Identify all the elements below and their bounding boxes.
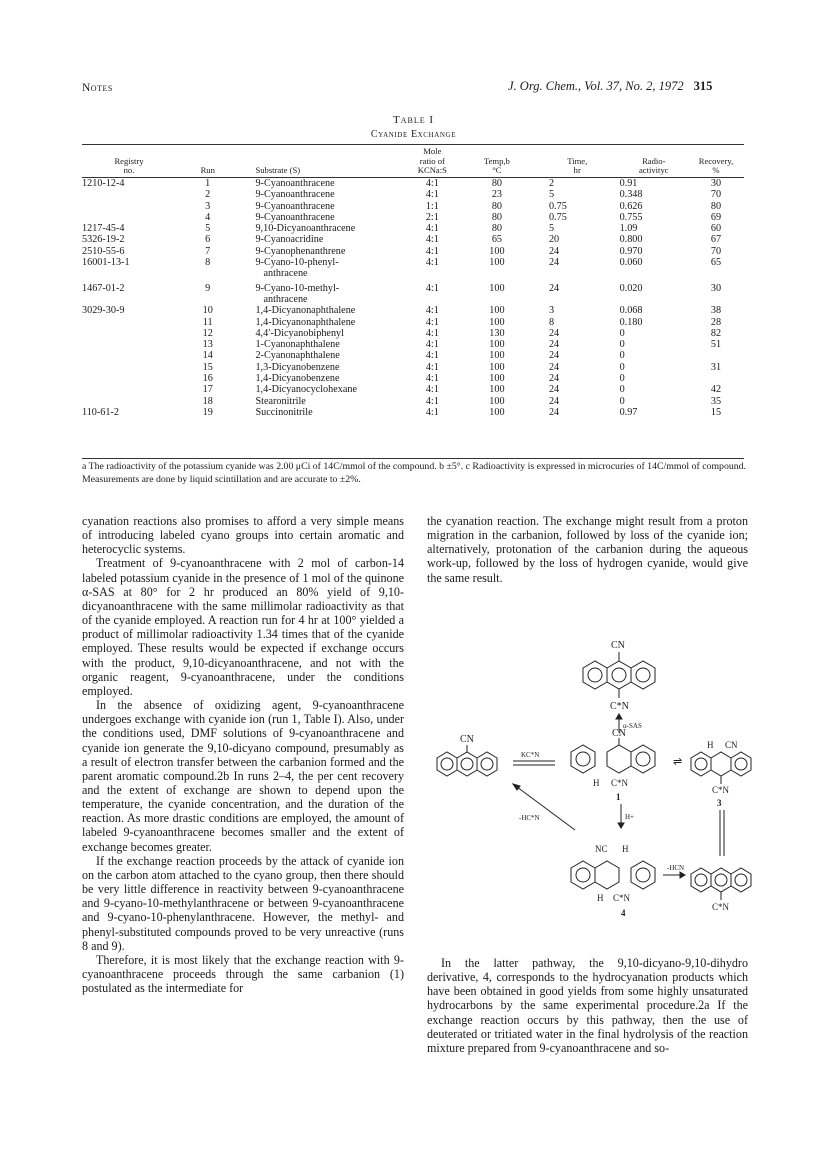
table-subtitle: Cyanide Exchange <box>370 129 457 140</box>
header-registry: Registry no. <box>114 155 144 176</box>
reaction-scheme <box>425 630 755 930</box>
table-row: 3029-30-9 10 1,4-Dicyanonaphthalene 4:1 100 3 0.068 38 <box>82 305 722 317</box>
h-label: H <box>707 740 714 750</box>
cstarn-label: C*N <box>611 778 629 788</box>
paragraph: In the latter pathway, the 9,10-dicyano-9,10-dihydro derivative, 4, corresponds to the hydrocyanation products which have been obtained in good yields from some highly unsaturated hydrocarbons by the same experimental procedure.2a If the exchange reaction occurs by this pathway, then the use of deuterated or tritiated water in the final hydrolysis of the reaction mixture prepared from 9-cyanoanthracene and so- <box>427 956 748 1055</box>
arrow-head <box>618 823 624 828</box>
compound-3-structure <box>691 752 751 784</box>
table-row: 4 9-Cyanoanthracene 2:1 80 0.75 0.755 69 <box>205 211 722 223</box>
paragraph: cyanation reactions also promises to afford a very simple means of introducing labeled cyano groups into certain aromatic and heterocyclic systems. <box>82 514 404 557</box>
labeled-cyanoanthracene-structure <box>691 868 751 900</box>
paragraph: If the exchange reaction proceeds by the attack of cyanide ion on the carbon atom attached to the cyano group, then there should be very little difference in reactivity between 9-cyanoanthracene and 9-cyano-10-methylanthracene or between 9-cyanoanthracene and 9-cyano-10-phenylanthracene. However, the methyl- and phenyl-substituted compounds proved to be very unreactive (runs 8 and 9). <box>82 853 404 953</box>
table-title: Table I <box>392 114 435 126</box>
cn-label: CN <box>725 740 738 750</box>
dicyanoanthracene-structure <box>583 652 655 698</box>
table-row: 12 4,4′-Dicyanobiphenyl 4:1 130 24 0 82 <box>202 327 722 339</box>
carbanion-1-structure <box>571 738 655 773</box>
table-top-rule <box>82 144 744 145</box>
header-run: Run <box>200 165 215 176</box>
h-label: H <box>597 893 604 903</box>
arrow-head <box>513 784 520 790</box>
h-label: H <box>622 844 629 854</box>
paragraph: Therefore, it is most likely that the exchange reaction with 9-cyanoanthracene proceeds through the same carbanion (1) postulated as the intermediate for <box>82 952 404 996</box>
section-header: Notes <box>82 82 113 94</box>
table-row: 17 1,4-Dicyanocyclohexane 4:1 100 24 0 42 <box>202 384 722 396</box>
cn-label: CN <box>612 728 626 739</box>
alpha-sas-label: α-SAS <box>623 722 642 730</box>
cn-label: CN <box>460 734 474 745</box>
cstarn-label: C*N <box>610 701 629 712</box>
header-time: Time, hr <box>567 155 588 176</box>
left-column <box>82 514 404 995</box>
arrow-head <box>680 872 685 878</box>
header-recovery: Recovery, % <box>698 155 734 176</box>
table-body <box>82 178 744 418</box>
table-row: 2510-55-6 7 9-Cyanophenanthrene 4:1 100 24 0.970 70 <box>82 245 722 257</box>
table-row: 1210-12-4 1 9-Cyanoanthracene 4:1 80 2 0.91 30 <box>82 178 722 189</box>
table-row: 13 1-Cyanonaphthalene 4:1 100 24 0 51 <box>202 339 722 351</box>
h-label: H <box>593 778 600 788</box>
header-ratio: Mole ratio of KCNa:S <box>417 146 447 176</box>
compound-4-label: 4 <box>621 908 626 918</box>
cstarn-label: C*N <box>712 902 730 912</box>
minus-hcn-star-label: -HC*N <box>519 814 540 822</box>
equilibrium-symbol: ⇌ <box>673 756 683 768</box>
table-row: 14 2-Cyanonaphthalene 4:1 100 24 0 <box>202 350 625 362</box>
reaction-arrow <box>513 784 575 830</box>
table-row: 16 1,4-Dicyanobenzene 4:1 100 24 0 <box>202 373 625 385</box>
table-row: 18 Stearonitrile 4:1 100 24 0 35 <box>202 395 722 407</box>
table-row: 1467-01-2 9 9-Cyano-10-methyl- anthracene 4:1 100 24 0.020 30 <box>82 282 722 305</box>
page-number: 315 <box>693 79 713 93</box>
h-plus-label: H+ <box>625 813 635 821</box>
nc-label: NC <box>595 844 608 854</box>
table-row: 2 9-Cyanoanthracene 4:1 23 5 0.348 70 <box>205 189 722 201</box>
table-row: 11 1,4-Dicyanonaphthalene 4:1 100 8 0.180 28 <box>202 316 722 328</box>
cyanide-exchange-table <box>82 146 744 418</box>
paragraph: Treatment of 9-cyanoanthracene with 2 mol of carbon-14 labeled potassium cyanide in the presence of 1 mol of the quinone α-SAS at 80° for 2 hr produced an 80% yield of 9,10-dicyanoanthracene with the same millimolar radioactivity as that of the cyanide employed. A reaction run for 4 hr at 100° yielded a product of millimolar radioactivity 1.34 times that of the cyanide employed. These results would be expected if exchange occurs with the product, 9,10-dicyanoanthracene, and not with the organic reagent, 9-cyanoanthracene, under the conditions employed. <box>82 556 404 698</box>
header-temp: Temp,b °C <box>483 155 510 176</box>
journal-citation <box>508 79 712 94</box>
kcn-label: KC*N <box>521 751 540 759</box>
header-substrate: Substrate (S) <box>255 165 301 176</box>
table-row: 110-61-2 19 Succinonitrile 4:1 100 24 0.97 15 <box>82 406 722 418</box>
table-row: 5326-19-2 6 9-Cyanoacridine 4:1 65 20 0.800 67 <box>82 234 722 246</box>
compound-4-structure <box>571 861 655 889</box>
cyanoanthracene-structure <box>437 745 497 776</box>
arrow-head <box>616 714 622 719</box>
paragraph: the cyanation reaction. The exchange might result from a proton migration in the carbanion, followed by loss of the cyanide ion; alternatively, protonation of the carbanion during the aqueous work-up, followed by the loss of hydrogen cyanide, would give the same result. <box>427 514 748 585</box>
table-footnote: a The radioactivity of the potassium cyanide was 2.00 μCi of 14C/mmol of the compound. b ±5°. c Radioactivity is expressed in microcuries of 14C/mmol of compound. Measurements are done by liquid scintillation and are accurate to ±2%. <box>82 461 746 485</box>
right-column-top <box>427 514 748 585</box>
table-row: 16001-13-1 8 9-Cyano-10-phenyl- anthracene 4:1 100 24 0.060 65 <box>82 257 722 280</box>
table-row: 3 9-Cyanoanthracene 1:1 80 0.75 0.626 80 <box>205 200 722 212</box>
compound-3-label: 3 <box>717 798 722 808</box>
header-activity: Radio- activityc <box>638 155 669 176</box>
table-row: 15 1,3-Dicyanobenzene 4:1 100 24 0 31 <box>202 361 722 373</box>
right-column-bottom <box>427 956 748 1055</box>
cstarn-label: C*N <box>712 785 730 795</box>
paragraph: In the absence of oxidizing agent, 9-cyanoanthracene undergoes exchange with cyanide ion (run 1, Table I). Also, under the conditions used, DMF solutions of 9-cyanoanthracene and cyanide ion generate the 9,10-dicyano compound, presumably as a result of electron transfer between the carbanion formed and the parent aromatic compound.2b In runs 2–4, the per cent recovery and the extent of exchange are shown to depend upon the temperature, the cyanide concentration, and the duration of the reaction. As more drastic conditions are employed, the amount of labeled 9-cyanoanthracene becomes smaller and the extent of exchange becomes greater. <box>82 698 404 854</box>
journal-name: J. Org. Chem., Vol. 37, No. 2, 1972 <box>508 79 684 93</box>
cn-label: CN <box>611 640 625 651</box>
cstarn-label: C*N <box>613 893 631 903</box>
minus-hcn-label: -HCN <box>667 864 685 872</box>
table-bottom-rule <box>82 458 744 459</box>
table-row: 1217-45-4 5 9,10-Dicyanoanthracene 4:1 80 5 1.09 60 <box>82 223 722 235</box>
compound-1-label: 1 <box>616 792 621 802</box>
